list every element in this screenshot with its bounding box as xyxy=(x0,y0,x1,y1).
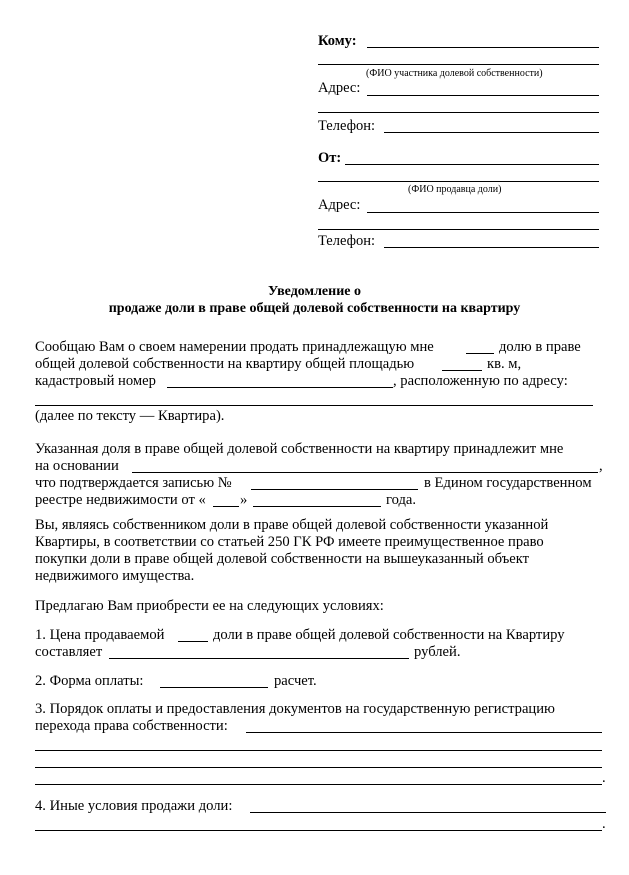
c3-line2: перехода права собственности: xyxy=(35,718,228,734)
p2-line4c: года. xyxy=(386,492,417,508)
share-price-blank[interactable] xyxy=(178,641,208,642)
procedure-blank-4[interactable] xyxy=(35,784,602,785)
from-label: От: xyxy=(318,150,342,166)
price-amount-blank[interactable] xyxy=(109,658,409,659)
document-title-line1: Уведомление о xyxy=(268,284,361,299)
from-phone-label: Телефон: xyxy=(318,233,376,249)
day-blank[interactable] xyxy=(213,506,239,507)
p2-line4b: » xyxy=(240,492,248,508)
to-label: Кому: xyxy=(318,33,357,49)
p2-line1: Указанная доля в праве общей долевой собственности на квартиру принадлежит мне xyxy=(35,441,564,457)
c1-line1b: доли в праве общей долевой собственности на Квартиру xyxy=(213,627,565,643)
c3-end: . xyxy=(602,770,606,786)
from-address-line-2[interactable] xyxy=(318,229,599,230)
from-caption: (ФИО продавца доли) xyxy=(408,184,502,195)
c3-line1: 3. Порядок оплаты и предоставления документов на государственную регистрацию xyxy=(35,701,555,717)
address-blank[interactable] xyxy=(35,405,593,406)
p2-line2b: , xyxy=(599,458,603,474)
c2-line-b: расчет. xyxy=(274,673,317,689)
basis-blank[interactable] xyxy=(132,472,598,473)
from-phone-line[interactable] xyxy=(384,247,599,248)
to-phone-line[interactable] xyxy=(384,132,599,133)
p3-line1: Вы, являясь собственником доли в праве общей долевой собственности указанной xyxy=(35,517,549,533)
from-name-line-2[interactable] xyxy=(318,181,599,182)
c2-line-a: 2. Форма оплаты: xyxy=(35,673,144,689)
p1-line2a: общей долевой собственности на квартиру общей площадью xyxy=(35,356,415,372)
p3-line3: покупки доли в праве общей долевой собственности на вышеуказанный объект xyxy=(35,551,530,567)
procedure-blank-3[interactable] xyxy=(35,767,602,768)
record-number-blank[interactable] xyxy=(251,489,418,490)
c1-line2b: рублей. xyxy=(414,644,461,660)
p3-line2: Квартиры, в соответствии со статьей 250 ГК РФ имеете преимущественное право xyxy=(35,534,544,550)
p1-line3a: кадастровый номер xyxy=(35,373,156,389)
payment-form-blank[interactable] xyxy=(160,687,268,688)
p2-line3a: что подтверждается записью № xyxy=(35,475,232,491)
procedure-blank-2[interactable] xyxy=(35,750,602,751)
to-name-line-2[interactable] xyxy=(318,64,599,65)
to-phone-label: Телефон: xyxy=(318,118,376,134)
p1-line5: (далее по тексту — Квартира). xyxy=(35,408,225,424)
p2-line2a: на основании xyxy=(35,458,119,474)
p4-line: Предлагаю Вам приобрести ее на следующих условиях: xyxy=(35,598,384,614)
p3-line4: недвижимого имущества. xyxy=(35,568,195,584)
document-title-line2: продаже доли в праве общей долевой собственности на квартиру xyxy=(108,301,521,316)
to-address-label: Адрес: xyxy=(318,80,361,96)
p2-line4a: реестре недвижимости от « xyxy=(35,492,206,508)
p1-line1b: долю в праве xyxy=(499,339,581,355)
to-address-line[interactable] xyxy=(367,95,599,96)
share-blank[interactable] xyxy=(466,353,494,354)
c4-line1: 4. Иные условия продажи доли: xyxy=(35,798,233,814)
to-caption: (ФИО участника долевой собственности) xyxy=(366,68,543,79)
month-blank[interactable] xyxy=(253,506,381,507)
p2-line3b: в Едином государственном xyxy=(424,475,592,491)
procedure-blank-1[interactable] xyxy=(246,732,602,733)
c4-end: . xyxy=(602,816,606,832)
p1-line3b: , расположенную по адресу: xyxy=(393,373,568,389)
to-address-line-2[interactable] xyxy=(318,112,599,113)
cadastral-number-blank[interactable] xyxy=(167,387,393,388)
p1-line1a: Сообщаю Вам о своем намерении продать принадлежащую мне xyxy=(35,339,434,355)
from-address-label: Адрес: xyxy=(318,197,361,213)
area-blank[interactable] xyxy=(442,370,482,371)
p1-line2b: кв. м, xyxy=(487,356,522,372)
c1-line2a: составляет xyxy=(35,644,103,660)
other-terms-blank-2[interactable] xyxy=(35,830,602,831)
other-terms-blank-1[interactable] xyxy=(250,812,606,813)
to-name-line[interactable] xyxy=(367,47,599,48)
c1-line1a: 1. Цена продаваемой xyxy=(35,627,165,643)
from-address-line[interactable] xyxy=(367,212,599,213)
from-name-line[interactable] xyxy=(345,164,599,165)
